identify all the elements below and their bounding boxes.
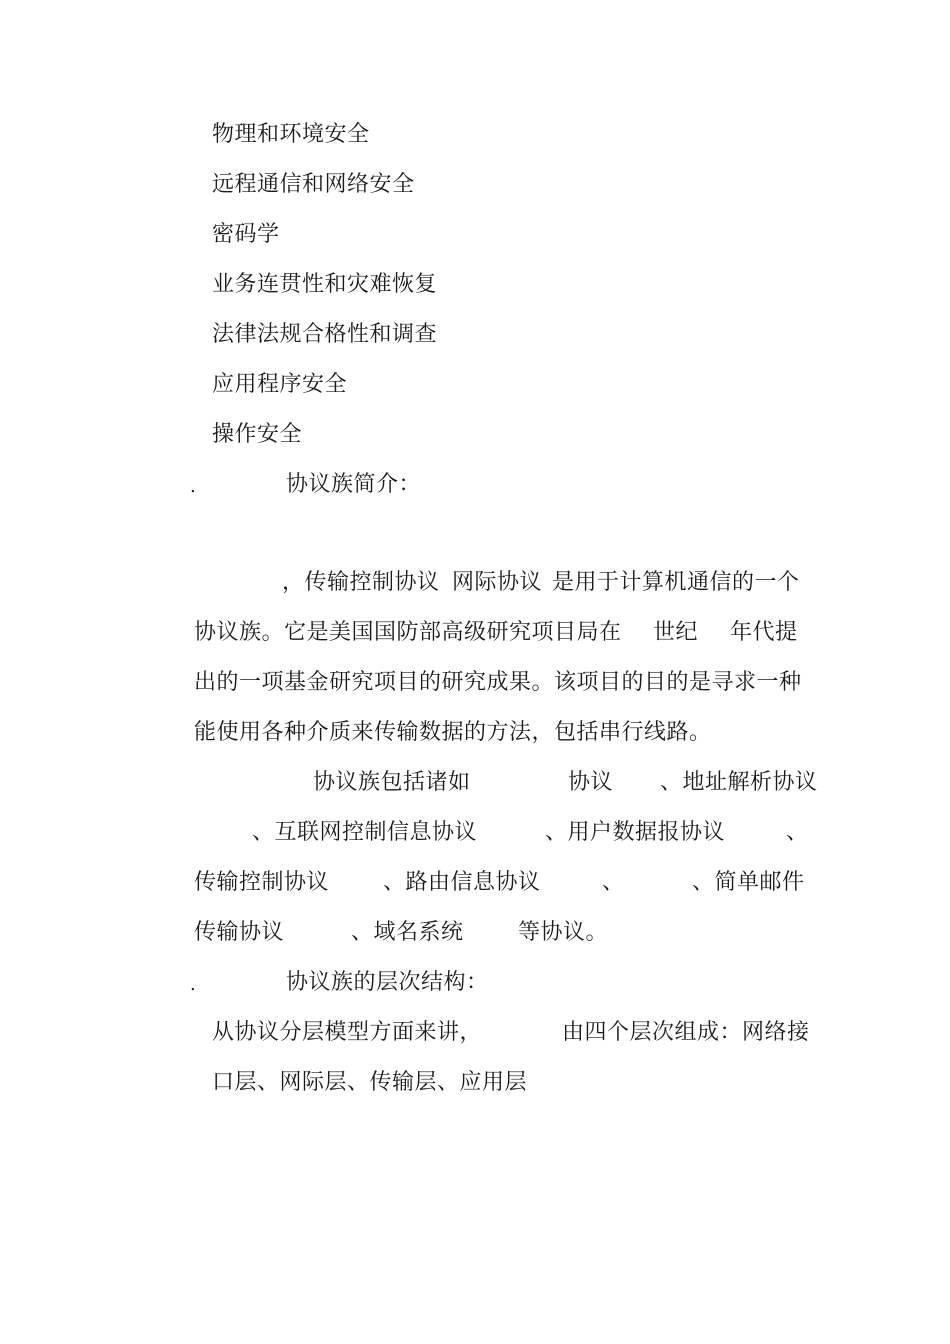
- list-item-operations-security: 操作安全: [212, 422, 303, 447]
- paragraph-text: 等协议。: [518, 920, 609, 945]
- paragraph-text: 出的一项基金研究项目的研究成果。该项目的目的是寻求一种: [194, 670, 802, 695]
- section-heading: 协议族简介：: [286, 472, 422, 497]
- paragraph-text: ，传输控制协议: [282, 570, 440, 595]
- paragraph-text: 、简单邮件: [692, 870, 805, 895]
- list-item-business-continuity: 业务连贯性和灾难恢复: [212, 272, 438, 297]
- section-marker: .: [190, 974, 196, 995]
- paragraph-text: 、: [602, 870, 625, 895]
- paragraph-text: 、: [786, 820, 809, 845]
- paragraph-text: 协议族包括诸如: [313, 770, 471, 795]
- paragraph-text: 、地址解析协议: [660, 770, 818, 795]
- paragraph-text: 网际协议: [452, 570, 543, 595]
- paragraph-text: 世纪: [653, 620, 699, 645]
- list-item-legal-compliance: 法律法规合格性和调查: [212, 322, 438, 347]
- paragraph-text: 、互联网控制信息协议: [252, 820, 478, 845]
- list-item-cryptography: 密码学: [212, 222, 280, 247]
- section-heading: 协议族的层次结构：: [286, 970, 489, 995]
- section-marker: .: [190, 476, 196, 497]
- paragraph-text: 协议族。它是美国国防部高级研究项目局在: [194, 620, 622, 645]
- list-item-physical-security: 物理和环境安全: [212, 122, 370, 147]
- paragraph-text: 协议: [568, 770, 614, 795]
- list-item-network-security: 远程通信和网络安全: [212, 172, 415, 197]
- paragraph-text: 传输协议: [194, 920, 285, 945]
- paragraph-text: 、路由信息协议: [383, 870, 541, 895]
- paragraph-text: 是用于计算机通信的一个: [552, 570, 800, 595]
- paragraph-text: 口层、网际层、传输层、应用层: [212, 1070, 528, 1095]
- paragraph-text: 年代提: [730, 620, 798, 645]
- list-item-application-security: 应用程序安全: [212, 372, 348, 397]
- paragraph-text: 传输控制协议: [194, 870, 330, 895]
- paragraph-text: 从协议分层模型方面来讲，: [212, 1020, 483, 1045]
- paragraph-text: 、用户数据报协议: [545, 820, 726, 845]
- paragraph-text: 、域名系统: [351, 920, 464, 945]
- paragraph-text: 由四个层次组成：网络接: [562, 1020, 810, 1045]
- paragraph-text: 能使用各种介质来传输数据的方法，包括串行线路。: [194, 720, 712, 745]
